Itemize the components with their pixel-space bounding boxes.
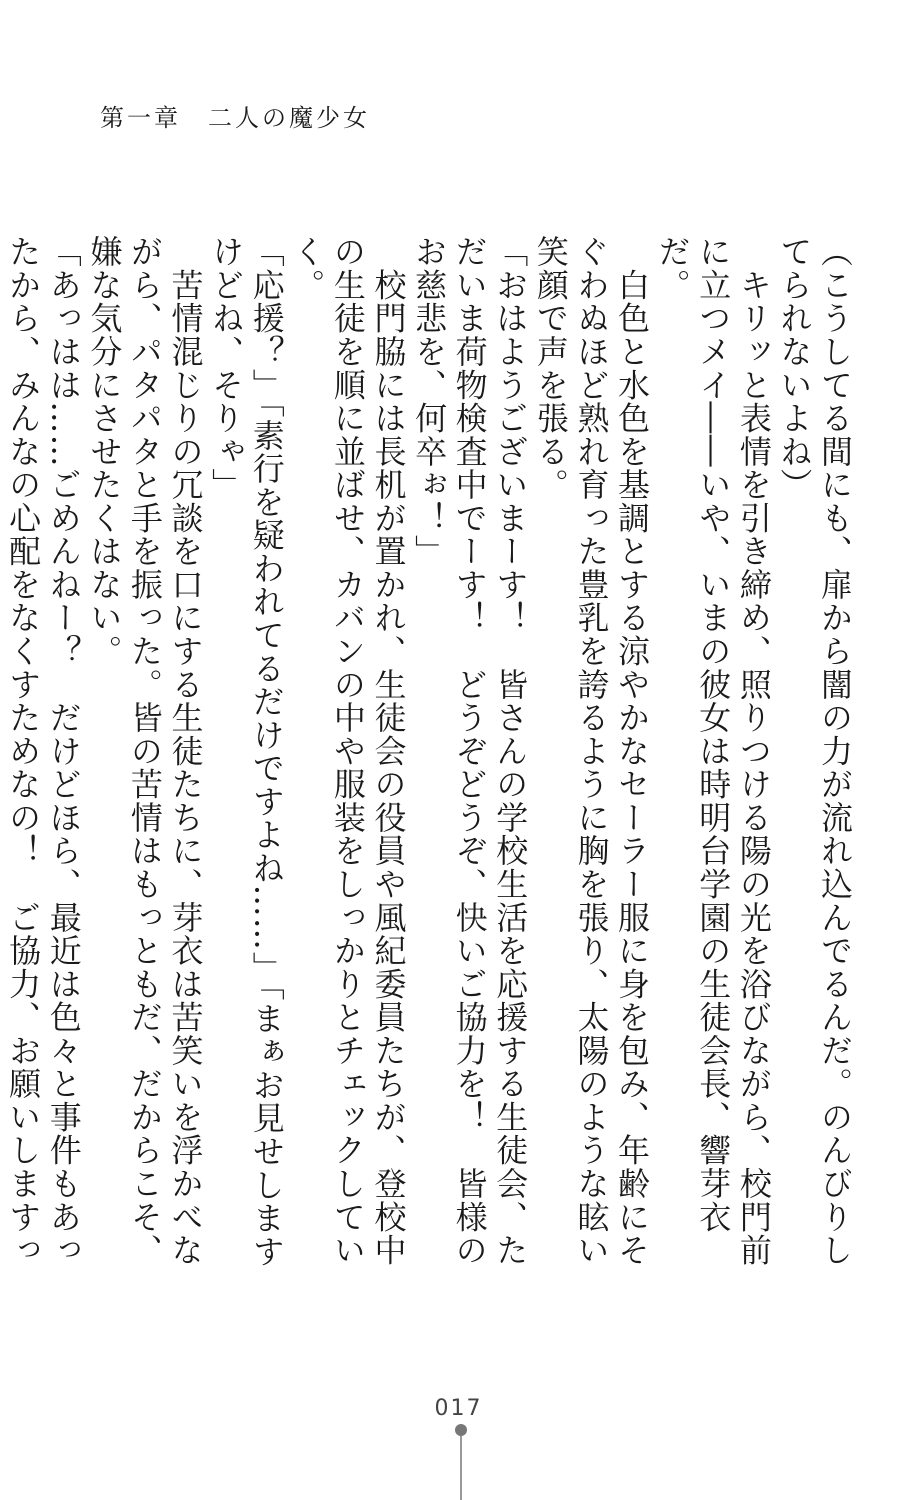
paragraph: 「おはようございまーす！ 皆さんの学校生活を応援する生徒会、ただいま荷物検査中でーす！ どうぞどうぞ、快いご協力を！ 皆様のお慈悲を、何卒ぉ！」 <box>410 235 530 1267</box>
paragraph: （こうしてる間にも、扉から闇の力が流れ込んでるんだ。のんびりしてられないよね） <box>775 235 854 1267</box>
chapter-title: 第一章 二人の魔少女 <box>100 104 370 132</box>
paragraph: 校門脇には長机が置かれ、生徒会の役員や風紀委員たちが、登校中の生徒を順に並ばせ、カバンの中や服装をしっかりとチェックしていく。 <box>288 235 408 1267</box>
page-marker-line <box>460 1436 462 1500</box>
paragraph: 苦情混じりの冗談を口にする生徒たちに、芽衣は苦笑いを浮かべながら、パタパタと手を振った。皆の苦情はもっともだ、だからこそ、嫌な気分にさせたくはない。 <box>85 235 205 1267</box>
page-marker-dot <box>455 1424 467 1436</box>
page-number: 017 <box>434 1396 483 1421</box>
paragraph: 白色と水色を基調とする涼やかなセーラー服に身を包み、年齢にそぐわぬほど熟れ育った豊乳を誇るように胸を張り、太陽のような眩い笑顔で声を張る。 <box>531 235 652 1267</box>
paragraph: 「あっはは……ごめんねー？ だけどほら、最近は色々と事件もあったから、みんなの心配をなくすためなの！ ご協力、お願いしますっ <box>4 235 83 1267</box>
page-marker <box>452 1424 470 1500</box>
body-text <box>0 235 855 1275</box>
paragraph: キリッと表情を引き締め、照りつける陽の光を浴びながら、校門前に立つメイ――いや、いまの彼女は時明台学園の生徒会長、響芽衣だ。 <box>653 235 773 1267</box>
paragraph: 「応援？」「素行を疑われてるだけですよね……」「まぁお見せしますけどね、そりゃ」 <box>207 235 286 1268</box>
